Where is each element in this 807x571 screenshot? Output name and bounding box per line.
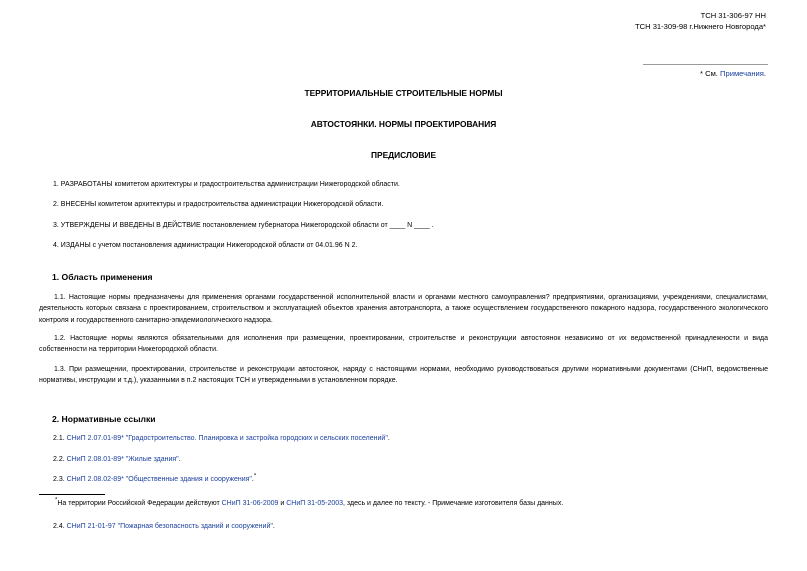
reference-item	[53, 455, 181, 465]
footnote-marker: *	[55, 497, 58, 504]
footnote-text: , здесь и далее по тексту. - Примечание изготовителя базы данных.	[343, 500, 564, 507]
reference-end: .	[251, 476, 254, 483]
paragraph-1-1: 1.1. Настоящие нормы предназначены для применения органами государственной исполнительной власти и органами местного самоуправления? предприятиями, организациями, учреждениями, специалистами, деятельность которых связана с проектированием, строительством и эксплуатацией объектов хранения автотранспорта, а также осуществлением государственного пожарного надзора, государственного экологического контроля и государственного санитарно-эпидемиологического надзора.	[39, 294, 768, 324]
reference-item	[53, 434, 390, 444]
header-note-suffix: .	[763, 69, 766, 78]
header-note-prefix: * См.	[700, 69, 721, 78]
reference-link[interactable]: СНиП 2.08.01-89* "Жилые здания"	[66, 456, 179, 463]
preface-title: ПРЕДИСЛОВИЕ	[370, 150, 437, 160]
preface-item: 2. ВНЕСЕНЫ комитетом архитектуры и градостроительства администрации Нижегородской области.	[53, 201, 384, 208]
notes-link[interactable]: Примечания	[720, 69, 764, 78]
reference-end: .	[178, 456, 181, 463]
reference-number: 2.4.	[53, 523, 67, 530]
doc-code-1: ТСН 31-306-97 НН	[700, 11, 766, 20]
reference-item	[53, 522, 275, 532]
footnote	[55, 499, 563, 509]
reference-end: .	[272, 523, 275, 530]
footnote-link[interactable]: СНиП 31-05-2003	[286, 500, 344, 507]
paragraph-1-3: 1.3. При размещении, проектировании, строительстве и реконструкции автостоянок, наряду с настоящими нормами, необходимо руководствоваться другими нормативными документами (СНиП, ведомственные нормативы, инструкции и т.д.), указанными в п.2 настоящих ТСН и утвержденными в установленном порядке.	[39, 366, 768, 385]
main-title: ТЕРРИТОРИАЛЬНЫЕ СТРОИТЕЛЬНЫЕ НОРМЫ	[304, 88, 503, 98]
section-heading-references: 2. Нормативные ссылки	[52, 414, 156, 424]
preface-item: 3. УТВЕРЖДЕНЫ И ВВЕДЕНЫ В ДЕЙСТВИЕ постановлением губернатора Нижегородской области от ____ N ____ .	[53, 222, 434, 229]
reference-number: 2.3.	[53, 476, 67, 483]
preface-item: 4. ИЗДАНЫ с учетом постановления администрации Нижегородской области от 04.01.96 N 2.	[53, 242, 358, 249]
reference-end: .	[387, 435, 390, 442]
footnote-rule	[39, 494, 105, 495]
reference-number: 2.2.	[53, 456, 67, 463]
footnote-marker[interactable]: *	[253, 473, 257, 480]
footnote-text: На территории Российской Федерации действуют	[57, 500, 222, 507]
reference-link[interactable]: СНиП 2.07.01-89* "Градостроительство. Планировка и застройка городских и сельских поселений"	[66, 435, 388, 442]
header-rule	[643, 64, 768, 65]
footnote-text: и	[278, 500, 287, 507]
paragraph-1-2: 1.2. Настоящие нормы являются обязательными для исполнения при размещении, проектировании, строительстве и реконструкции автостоянок независимо от их ведомственной принадлежности и вида собственности на территории Нижегородской области.	[39, 335, 768, 354]
reference-link[interactable]: СНиП 2.08.02-89* "Общественные здания и сооружения"	[66, 476, 252, 483]
sub-title: АВТОСТОЯНКИ. НОРМЫ ПРОЕКТИРОВАНИЯ	[310, 119, 497, 129]
preface-item: 1. РАЗРАБОТАНЫ комитетом архитектуры и градостроительства администрации Нижегородской области.	[53, 181, 400, 188]
header-note	[700, 68, 766, 79]
doc-code-2: ТСН 31-309-98 г.Нижнего Новгорода*	[634, 22, 766, 31]
reference-number: 2.1.	[53, 435, 67, 442]
footnote-link[interactable]: СНиП 31-06-2009	[221, 500, 279, 507]
reference-link[interactable]: СНиП 21-01-97 "Пожарная безопасность зданий и сооружений"	[66, 523, 273, 530]
section-heading-scope: 1. Область применения	[52, 272, 153, 282]
reference-item	[53, 475, 256, 485]
